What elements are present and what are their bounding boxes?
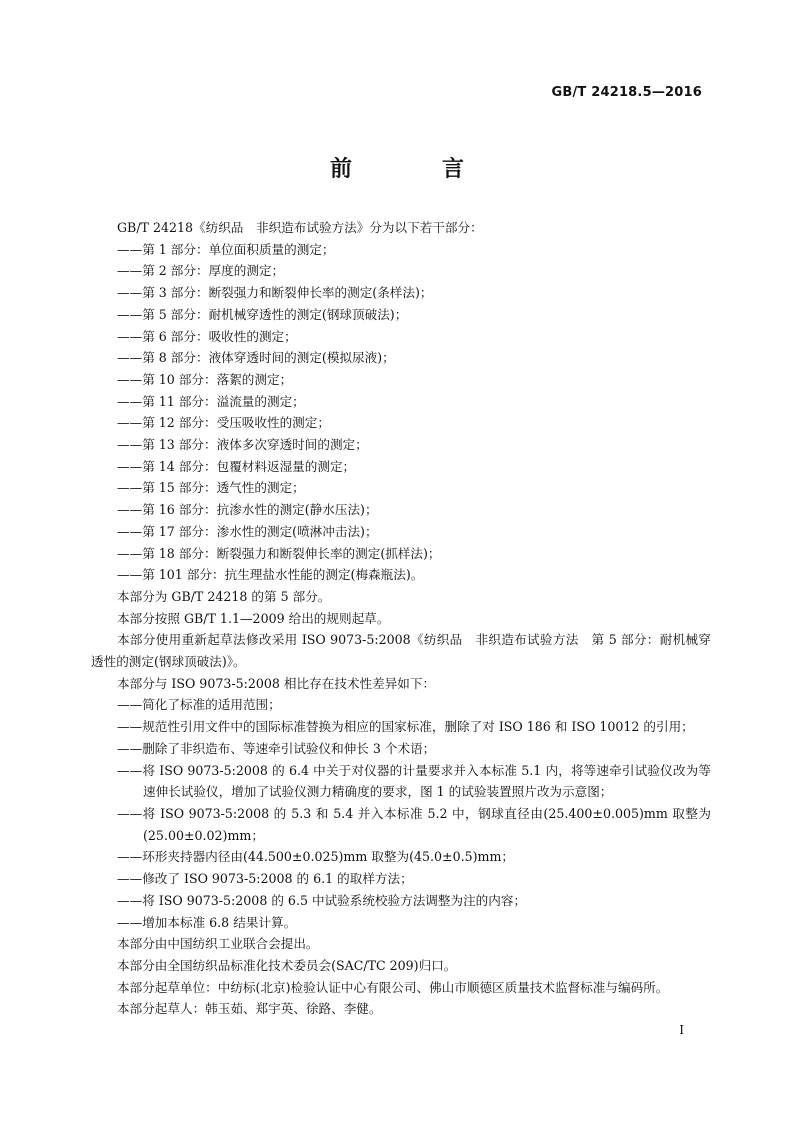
drafting-units-paragraph: 本部分起草单位：中纺标(北京)检验认证中心有限公司、佛山市顺德区质量技术监督标准与编码所。: [117, 979, 669, 995]
list-item: ——第 16 部分：抗渗水性的测定(静水压法)；: [117, 502, 378, 518]
list-item: ——简化了标准的适用范围；: [117, 697, 281, 713]
part-of-paragraph: 本部分为 GB/T 24218 的第 5 部分。: [117, 588, 331, 604]
page-number: I: [679, 1023, 684, 1037]
parts-list: [91, 239, 711, 586]
differences-intro: 本部分与 ISO 9073-5:2008 相比存在技术性差异如下：: [117, 675, 436, 691]
list-item: ——第 1 部分：单位面积质量的测定；: [117, 241, 335, 257]
list-item: ——将 ISO 9073-5:2008 的 6.4 中关于对仪器的计量要求并入本标准 5.1 内，将等速牵引试验仪改为等速伸长试验仪，增加了试验仪测力精确度的要求，图 1 的试验装置照片改为示意图；: [117, 762, 711, 800]
list-item: ——第 14 部分：包覆材料返湿量的测定；: [117, 458, 356, 474]
differences-list: [91, 694, 711, 933]
page-title: 前 言: [329, 157, 498, 182]
list-item: ——将 ISO 9073-5:2008 的 5.3 和 5.4 并入本标准 5.2 中，钢球直径由(25.400±0.005)mm 取整为(25.00±0.02)mm；: [117, 805, 711, 843]
list-item: ——第 10 部分：落絮的测定；: [117, 371, 293, 387]
list-item: ——修改了 ISO 9073-5:2008 的 6.1 的取样方法；: [117, 871, 413, 887]
list-item: ——第 11 部分：溢流量的测定；: [117, 393, 305, 409]
list-item: ——删除了非织造布、等速牵引试验仪和伸长 3 个术语；: [117, 740, 436, 756]
list-item: ——第 17 部分：渗水性的测定(喷淋冲击法)；: [117, 523, 378, 539]
list-item: ——第 12 部分：受压吸收性的测定；: [117, 415, 330, 431]
list-item: ——第 3 部分：断裂强力和断裂伸长率的测定(条样法)；: [117, 285, 433, 301]
list-item: ——第 101 部分：抗生理盐水性能的测定(梅森瓶法)。: [117, 567, 424, 583]
list-item: ——第 18 部分：断裂强力和断裂伸长率的测定(抓样法)；: [117, 545, 441, 561]
list-item: ——规范性引用文件中的国际标准替换为相应的国家标准，删除了对 ISO 186 和 ISO 10012 的引用；: [117, 719, 694, 735]
list-item: ——环形夹持器内径由(44.500±0.025)mm 取整为(45.0±0.5)mm；: [117, 849, 515, 865]
list-item: ——第 8 部分：液体穿透时间的测定(模拟尿液)；: [117, 350, 395, 366]
drafters-paragraph: 本部分起草人：韩玉茹、郑宇英、徐路、李健。: [117, 1001, 382, 1017]
foreword-body: [91, 217, 711, 1020]
list-item: ——第 6 部分：吸收性的测定；: [117, 328, 297, 344]
list-item: ——增加本标准 6.8 结果计算。: [117, 914, 297, 930]
list-item: ——将 ISO 9073-5:2008 的 6.5 中试验系统校验方法调整为注的内容；: [117, 892, 527, 908]
list-item: ——第 5 部分：耐机械穿透性的测定(钢球顶破法)；: [117, 306, 408, 322]
list-item: ——第 15 部分：透气性的测定；: [117, 480, 305, 496]
list-item: ——第 2 部分：厚度的测定；: [117, 263, 285, 279]
centralized-paragraph: 本部分由全国纺织品标准化技术委员会(SAC/TC 209)归口。: [117, 957, 457, 973]
adoption-paragraph: 本部分使用重新起草法修改采用 ISO 9073-5:2008《纺织品 非织造布试验方法 第 5 部分：耐机械穿透性的测定(钢球顶破法)》。: [91, 632, 711, 670]
intro-paragraph: GB/T 24218《纺织品 非织造布试验方法》分为以下若干部分：: [117, 220, 483, 235]
standard-code: GB/T 24218.5—2016: [551, 85, 702, 100]
proposed-paragraph: 本部分由中国纺织工业联合会提出。: [117, 936, 319, 952]
rules-paragraph: 本部分按照 GB/T 1.1—2009 给出的规则起草。: [117, 610, 390, 626]
list-item: ——第 13 部分：液体多次穿透时间的测定；: [117, 437, 368, 453]
